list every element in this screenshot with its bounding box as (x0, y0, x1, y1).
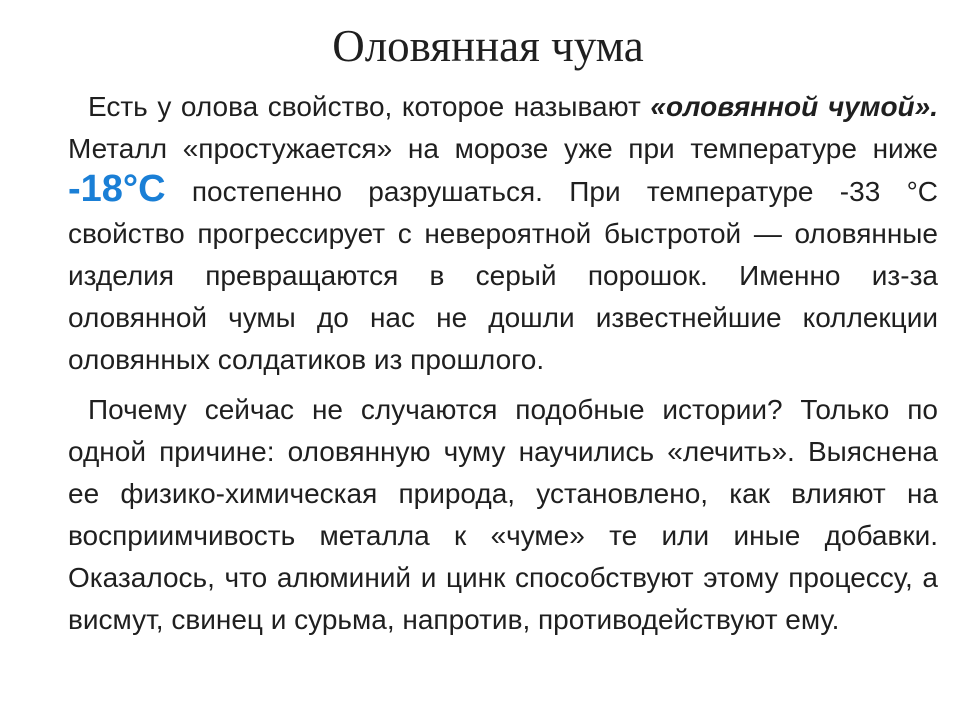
plague-term-emphasis: «оловянной чумой». (650, 91, 939, 122)
slide-body (68, 86, 938, 641)
slide-title: Оловянная чума (332, 21, 644, 71)
temperature-highlight: -18°С (68, 168, 166, 210)
paragraph-1-text-b: Металл «простужается» на морозе уже при температуре ниже (68, 133, 938, 164)
paragraph-1-text-c: постепенно разрушаться. При температуре -33 °С свойство прогрессирует с невероятной быстротой — оловянные изделия превращаются в серый порошок. Именно из-за оловянной чумы до нас не дошли известнейшие коллекции оловянных солдатиков из прошлого. (68, 176, 938, 375)
paragraph-2: Почему сейчас не случаются подобные истории? Только по одной причине: оловянную чуму научились «лечить». Выяснена ее физико-химическая природа, установлено, как влияют на восприимчивость металла к «чуме» те или иные добавки. Оказалось, что алюминий и цинк способствуют этому процессу, а висмут, свинец и сурьма, напротив, противодействуют ему. (68, 394, 938, 635)
paragraph-1-text-a: Есть у олова свойство, которое называют (88, 91, 651, 122)
paragraph-1 (68, 86, 938, 381)
